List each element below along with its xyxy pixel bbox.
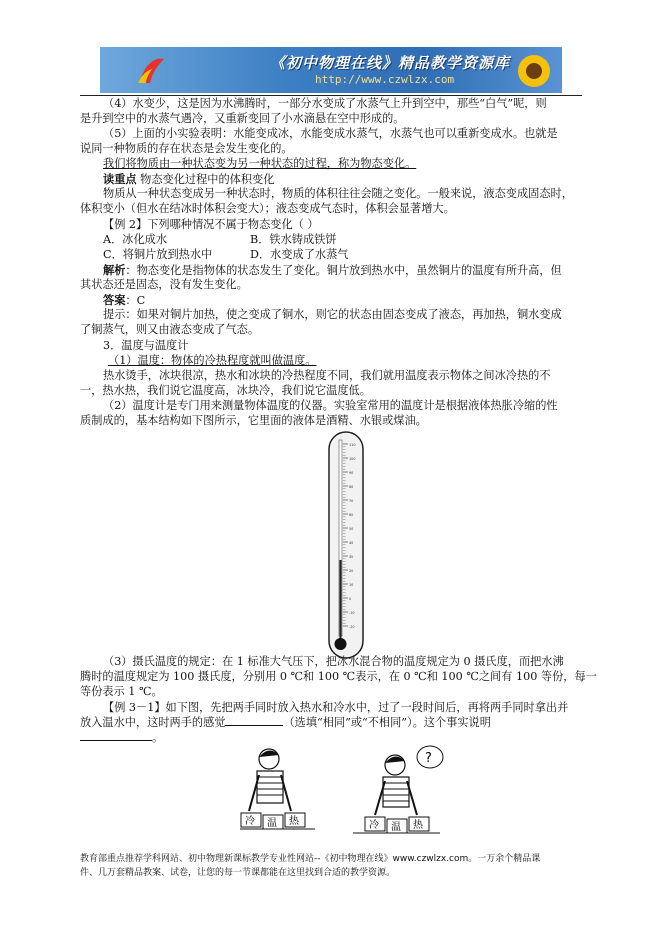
text-line: 体积变小（但水在结冰时体积会变大）；液态变成气态时，体积会显著增大。 (80, 202, 455, 215)
thermometer-tick-label: 100 (349, 457, 356, 461)
bowl-label: 冷 (369, 820, 379, 831)
subsection-title: 3．温度与温度计 (103, 339, 189, 352)
text-line: 物质从一种状态变成另一种状态时，物质的体积往往会随之变化。一般来说，液态变成固态时， (103, 187, 573, 200)
text-line: 腾时的温度规定为 100 摄氏度，分别用 0 ℃和 100 ℃表示，在 0 ℃和 100 ℃之间有 100 等份，每一 (80, 670, 597, 683)
header-rule (80, 95, 582, 96)
text-line: （5）上面的小实验表明：水能变成冰，水能变成水蒸气，水蒸气也可以重新变成水。也就是 (103, 127, 558, 140)
text-line: 提示：如果对铜片加热，使之变成了铜水，则它的状态由固态变成了液态，再加热，铜水变成 (103, 308, 562, 321)
thermometer-tick-label: 60 (349, 513, 354, 517)
text-line: 是升到空中的水蒸气遇冷，又重新变回了小水滴悬在空中形成的。 (80, 112, 405, 125)
option-b: B．铁水铸成铁饼 (250, 233, 337, 246)
bowl-label: 热 (289, 816, 299, 827)
text-line: （4）水变少，这是因为水沸腾时，一部分水变成了水蒸气上升到空中，那些“白气”呢，则 (103, 97, 547, 110)
question-mark: ? (425, 751, 432, 766)
text-line: 质制成的，基本结构如下图所示，它里面的液体是酒精、水银或煤油。 (80, 414, 427, 427)
analysis-line (103, 263, 562, 278)
banner-url[interactable]: http://www.czwlzx.com (315, 73, 455, 86)
bowl-label: 热 (413, 820, 423, 831)
hands-experiment-figure (235, 745, 450, 840)
option-d: D．水变成了水蒸气 (250, 248, 349, 261)
footer-line: 件、几万套精品教案、试卷，让您的每一节课都能在这里找到合适的教学资源。 (80, 868, 396, 878)
section-heading-text: 物态变化过程中的体积变化 (136, 173, 275, 186)
fill-in-line (80, 731, 163, 745)
analysis-text: ：物态变化是指物体的状态发生了变化。铜片放到热水中，虽然铜片的温度有所升高，但 (125, 264, 562, 277)
thermometer-tick-label: 20 (349, 569, 354, 573)
answer-label: 答案 (103, 293, 126, 307)
text-line: 热水烫手，冰块很凉，热水和冰块的冷热程度不同，我们就用温度表示物体之间冰冷热的不 (103, 369, 551, 382)
bowls-right (365, 817, 429, 833)
thermometer-tick-label: 10 (349, 583, 354, 587)
example-question: 【例 3－1】如下图，先把两手同时放入热水和冷水中，过了一段时间后，再将两手同时拿出并 (103, 701, 569, 714)
answer-blank[interactable] (80, 740, 152, 741)
sunflower-icon (516, 53, 552, 89)
answer-line (103, 293, 145, 308)
example-question: 【例 2】下列哪种情况不属于物态变化（ ） (103, 218, 319, 231)
text-line: （2）温度计是专门用来测量物体温度的仪器。实验室常用的温度计是根据液体热胀冷缩的性 (103, 399, 558, 412)
header-banner (100, 47, 562, 93)
answer-blank[interactable] (225, 725, 283, 726)
text-line: 其状态还是固态，没有发生变化。 (80, 278, 248, 291)
thermometer-figure (327, 430, 367, 662)
thermometer-tick-label: 80 (349, 485, 354, 489)
text-line: 一，热水热，我们说它温度高，冰块冷，我们说它温度低。 (80, 384, 371, 397)
thermometer-tick-label: 70 (349, 499, 354, 503)
thermometer-tick-label: 0 (349, 597, 352, 601)
fill-in-end: 。 (152, 731, 164, 744)
thermometer-tick-label: 90 (349, 471, 354, 475)
answer-text: ：C (125, 294, 146, 307)
option-a: A．冰化成水 (103, 233, 168, 246)
thermometer-tick-label: 30 (349, 555, 354, 559)
text-line: 等份表示 1 ℃。 (80, 685, 163, 698)
bowl-label: 冷 (245, 816, 255, 827)
text-line: （3）摄氏温度的规定：在 1 标准大气压下，把冰水混合物的温度规定为 0 摄氏度，而把水沸 (103, 655, 564, 668)
text-line: 了铜蒸气，则又由液态变成了气态。 (80, 323, 260, 336)
fill-in-text: （选填“相同”或“不相同”）。这个事实说明 (283, 716, 491, 729)
analysis-label: 解析 (103, 263, 126, 277)
thermometer-tick-label: -10 (349, 611, 355, 615)
definition-line: （1）温度：物体的冷热程度就叫做温度。 (108, 354, 317, 367)
fill-in-line (80, 716, 491, 730)
thermometer-tick-label: 50 (349, 527, 354, 531)
thermometer-tick-label: 110 (349, 443, 356, 447)
option-c: C．将铜片放到热水中 (103, 248, 213, 261)
section-heading (103, 172, 274, 187)
definition-line: 我们将物质由一种状态变为另一种状态的过程，称为物态变化。 (103, 157, 417, 170)
site-logo-icon (134, 53, 168, 87)
fill-in-text: 放入温水中，这时两手的感觉 (80, 716, 226, 729)
bowl-label: 温 (391, 822, 401, 833)
bowls-left (241, 813, 305, 829)
section-heading-label: 读重点 (103, 172, 137, 186)
footer-line: 教育部重点推荐学科网站、初中物理新课标教学专业性网站--《初中物理在线》www.czwlzx.com。一万余个精品课 (80, 854, 541, 864)
banner-title: 《初中物理在线》精品教学资源库 (270, 54, 511, 72)
text-line: 说同一种物质的存在状态是会发生变化的。 (80, 142, 293, 155)
thermometer-tick-label: 40 (349, 541, 354, 545)
thermometer-tick-label: -20 (349, 625, 355, 629)
bowl-label: 温 (267, 818, 277, 829)
